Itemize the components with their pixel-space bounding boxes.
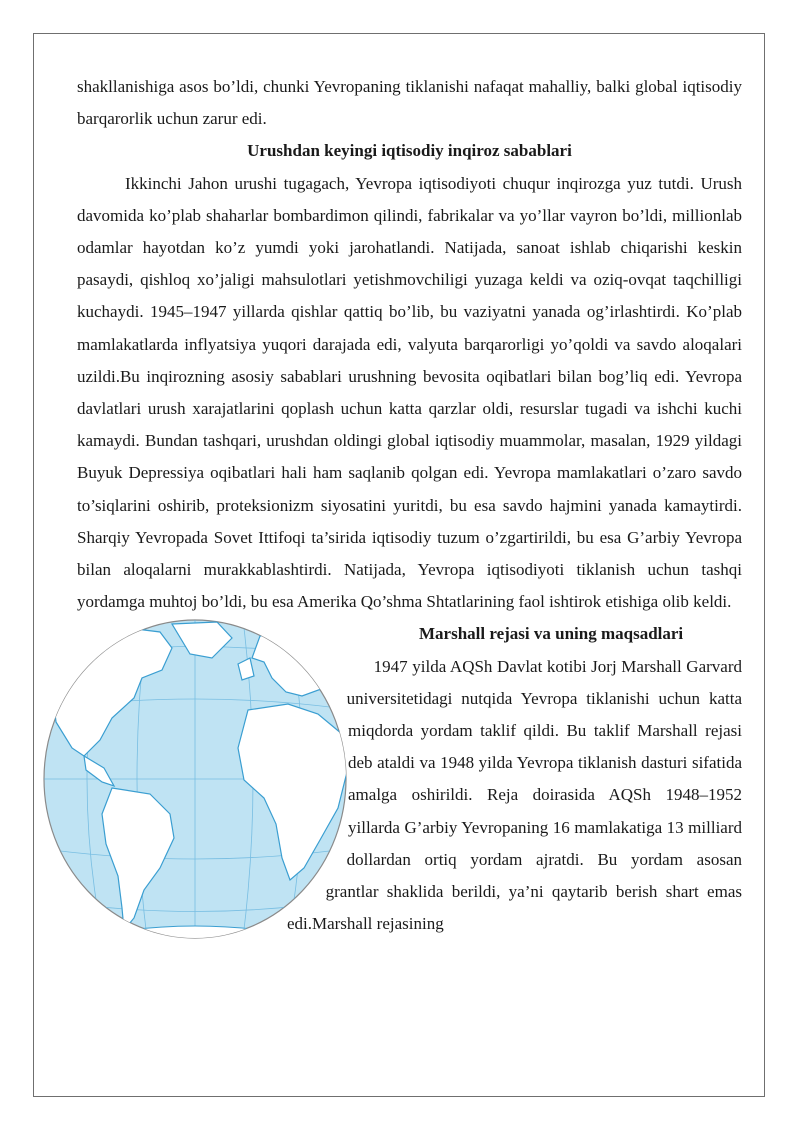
section-heading-marshall-plan: Marshall rejasi va uning maqsadlari <box>419 624 684 644</box>
globe-map-image <box>42 618 348 940</box>
document-body <box>77 71 742 940</box>
paragraph-marshall-plan: 1947 yilda AQSh Davlat kotibi Jorj Marshall Garvard universitetidagi nutqida Yevropa tiklanishi uchun katta miqdorda yordam taklif qildi. Bu taklif Marshall rejasi deb ataldi va 1948 yilda Yevropa tiklanish dasturi sifatida amalga oshirildi. Reja doirasida AQSh 1948–1952 yillarda G’arbiy Yevropaning 16 mamlakatiga 13 milliard dollardan ortiq yordam ajratdi. Bu yordam asosan grantlar shaklida berildi, ya’ni qaytarib berish shart emas edi.Marshall rejasining <box>286 656 742 934</box>
section-heading-economic-crisis: Urushdan keyingi iqtisodiy inqiroz sabablari <box>247 141 572 161</box>
globe-icon <box>42 618 348 940</box>
paragraph-economic-crisis: Ikkinchi Jahon urushi tugagach, Yevropa iqtisodiyoti chuqur inqirozga yuz tutdi. Urush davomida ko’plab shaharlar bombardimon qilindi, fabrikalar va yo’llar vayron bo’ldi, millionlab odamlar hayotdan ko’z yumdi yoki jarohatlandi. Natijada, sanoat ishlab chiqarishi keskin pasaydi, qishloq xo’jaligi mahsulotlari yetishmovchiligi yuzaga keldi va oziq-ovqat taqchilligi kuchaydi. 1945–1947 yillarda qishlar qattiq bo’lib, bu vaziyatni yanada og’irlashtirdi. Ko’plab mamlakatlarda inflyatsiya yuqori darajada edi, valyuta barqarorligi yo’qoldi va savdo aloqalari uzildi.Bu inqirozning asosiy sabablari urushning bevosita oqibatlari bilan bog’liq edi. Yevropa davlatlari urush xarajatlarini qoplash uchun katta qarzlar oldi, resurslar tugadi va ishchi kuchi kamaydi. Bundan tashqari, urushdan oldingi global iqtisodiy muammolar, masalan, 1929 yildagi Buyuk Depressiya oqibatlari hali ham saqlanib qolgan edi. Yevropa mamlakatlari o’zaro savdo to’siqlarini oshirib, proteksionizm siyosatini yuritdi, bu esa savdo hajmini yanada kamaytirdi. Sharqiy Yevropada Sovet Ittifoqi ta’sirida iqtisodiy tuzum o’zgartirildi, bu esa G’arbiy Yevropa bilan aloqalarni murakkablashtirdi. Natijada, Yevropa iqtisodiyoti tiklanish uchun tashqi yordamga muhtoj bo’ldi, bu esa Amerika Qo’shma Shtatlarining faol ishtirok etishiga olib keldi. <box>77 173 742 612</box>
intro-paragraph: shakllanishiga asos bo’ldi, chunki Yevropaning tiklanishi nafaqat mahalliy, balki global iqtisodiy barqarorlik uchun zarur edi. <box>77 77 742 129</box>
